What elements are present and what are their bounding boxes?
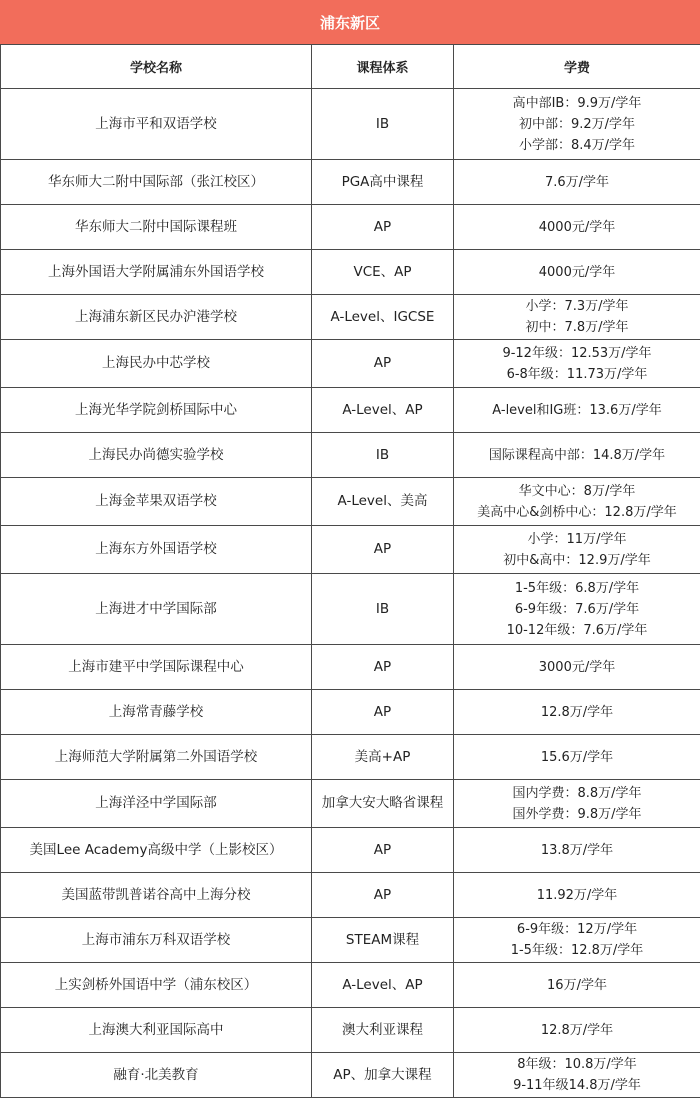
table-row	[1, 205, 700, 250]
school-name-cell: 上海常青藤学校	[1, 690, 312, 735]
curriculum-cell: AP	[312, 205, 454, 250]
fee-line: 6-8年级：11.73万/学年	[506, 366, 648, 382]
fee-line: 8年级：10.8万/学年	[517, 1057, 637, 1072]
fee-line: 小学部：8.4万/学年	[518, 137, 636, 153]
school-name-cell: 华东师大二附中国际部（张江校区）	[1, 160, 312, 205]
table-row	[1, 574, 700, 645]
fee-cell	[454, 295, 700, 340]
header-fee: 学费	[454, 45, 700, 89]
school-name-cell: 上海市浦东万科双语学校	[1, 918, 312, 963]
school-name-cell: 美国蓝带凯普诺谷高中上海分校	[1, 873, 312, 918]
district-title: 浦东新区	[0, 0, 700, 44]
school-name-cell: 上海浦东新区民办沪港学校	[1, 295, 312, 340]
school-name-cell: 上海民办尚德实验学校	[1, 433, 312, 478]
table-row	[1, 160, 700, 205]
fee-cell	[454, 160, 700, 205]
school-name-cell: 上实剑桥外国语中学（浦东校区）	[1, 963, 312, 1008]
school-name-cell: 融育·北美教育	[1, 1053, 312, 1098]
fee-line: 国内学费：8.8万/学年	[512, 785, 642, 801]
school-name-cell: 上海外国语大学附属浦东外国语学校	[1, 250, 312, 295]
fee-cell	[454, 1008, 700, 1053]
fee-line: 3000元/学年	[538, 659, 616, 675]
fee-cell	[454, 780, 700, 828]
table-row	[1, 478, 700, 526]
fee-line: 4000元/学年	[538, 219, 616, 235]
curriculum-cell: 澳大利亚课程	[312, 1008, 454, 1053]
fee-line: 13.8万/学年	[540, 842, 614, 858]
fee-line: 国际课程高中部：14.8万/学年	[488, 447, 666, 463]
school-name-cell: 上海洋泾中学国际部	[1, 780, 312, 828]
fee-line: 10-12年级：7.6万/学年	[506, 622, 648, 638]
header-school: 学校名称	[1, 45, 312, 89]
school-name-cell: 上海进才中学国际部	[1, 574, 312, 645]
fee-cell	[454, 645, 700, 690]
fee-line: 初中&高中：12.9万/学年	[503, 552, 651, 568]
fee-line: 高中部IB：9.9万/学年	[512, 95, 642, 111]
fee-line: 16万/学年	[547, 977, 607, 993]
table-row	[1, 89, 700, 160]
fee-line: 6-9年级：7.6万/学年	[514, 601, 640, 617]
school-name-cell: 上海澳大利亚国际高中	[1, 1008, 312, 1053]
fee-line: 4000元/学年	[538, 264, 616, 280]
school-name-cell: 上海师范大学附属第二外国语学校	[1, 735, 312, 780]
fee-line: 11.92万/学年	[536, 887, 618, 903]
fee-line: 9-11年级14.8万/学年	[513, 1078, 641, 1093]
fee-cell	[454, 963, 700, 1008]
fee-cell	[454, 690, 700, 735]
fee-line: 12.8万/学年	[540, 704, 614, 720]
table-row	[1, 828, 700, 873]
school-name-cell: 美国Lee Academy高级中学（上影校区）	[1, 828, 312, 873]
fee-line: 1-5年级：12.8万/学年	[510, 943, 644, 958]
curriculum-cell: AP	[312, 340, 454, 388]
curriculum-cell: A-Level、美高	[312, 478, 454, 526]
table-row	[1, 526, 700, 574]
curriculum-cell: AP	[312, 526, 454, 574]
fee-line: 初中部：9.2万/学年	[518, 116, 636, 132]
fee-cell	[454, 526, 700, 574]
table-row	[1, 1008, 700, 1053]
curriculum-cell: A-Level、AP	[312, 963, 454, 1008]
fee-line: 小学：7.3万/学年	[525, 299, 629, 314]
table-row	[1, 735, 700, 780]
school-name-cell: 华东师大二附中国际课程班	[1, 205, 312, 250]
table-row	[1, 873, 700, 918]
table-row	[1, 1053, 700, 1098]
curriculum-cell: IB	[312, 433, 454, 478]
table-row	[1, 645, 700, 690]
school-table	[0, 44, 700, 1098]
curriculum-cell: AP	[312, 690, 454, 735]
curriculum-cell: STEAM课程	[312, 918, 454, 963]
fee-line: 1-5年级：6.8万/学年	[514, 580, 640, 596]
table-row	[1, 780, 700, 828]
fee-cell	[454, 89, 700, 160]
fee-cell	[454, 388, 700, 433]
fee-line: 12.8万/学年	[540, 1022, 614, 1038]
school-name-cell: 上海金苹果双语学校	[1, 478, 312, 526]
fee-cell	[454, 1053, 700, 1098]
fee-cell	[454, 340, 700, 388]
school-name-cell: 上海市平和双语学校	[1, 89, 312, 160]
fee-line: 国外学费：9.8万/学年	[512, 806, 642, 822]
fee-line: 7.6万/学年	[544, 174, 610, 190]
fee-cell	[454, 478, 700, 526]
table-row	[1, 388, 700, 433]
fee-cell	[454, 735, 700, 780]
fee-cell	[454, 205, 700, 250]
table-row	[1, 340, 700, 388]
curriculum-cell: A-Level、AP	[312, 388, 454, 433]
header-row	[1, 45, 700, 89]
fee-line: 15.6万/学年	[540, 749, 614, 765]
school-name-cell: 上海东方外国语学校	[1, 526, 312, 574]
curriculum-cell: AP	[312, 645, 454, 690]
fee-line: 初中：7.8万/学年	[525, 320, 629, 335]
curriculum-cell: IB	[312, 574, 454, 645]
fee-cell	[454, 574, 700, 645]
table-row	[1, 690, 700, 735]
curriculum-cell: VCE、AP	[312, 250, 454, 295]
fee-line: 华文中心：8万/学年	[518, 483, 636, 499]
table-row	[1, 963, 700, 1008]
fee-cell	[454, 250, 700, 295]
fee-cell	[454, 873, 700, 918]
fee-cell	[454, 918, 700, 963]
fee-line: A-level和IG班：13.6万/学年	[492, 402, 662, 418]
curriculum-cell: 美高+AP	[312, 735, 454, 780]
curriculum-cell: AP	[312, 828, 454, 873]
table-row	[1, 918, 700, 963]
curriculum-cell: IB	[312, 89, 454, 160]
header-curriculum: 课程体系	[312, 45, 454, 89]
curriculum-cell: AP	[312, 873, 454, 918]
fee-line: 小学：11万/学年	[527, 531, 627, 547]
fee-cell	[454, 828, 700, 873]
fee-cell	[454, 433, 700, 478]
curriculum-cell: PGA高中课程	[312, 160, 454, 205]
school-name-cell: 上海市建平中学国际课程中心	[1, 645, 312, 690]
table-row	[1, 250, 700, 295]
fee-line: 6-9年级：12万/学年	[516, 922, 638, 937]
curriculum-cell: 加拿大安大略省课程	[312, 780, 454, 828]
table-row	[1, 433, 700, 478]
school-name-cell: 上海民办中芯学校	[1, 340, 312, 388]
fee-line: 9-12年级：12.53万/学年	[502, 345, 652, 361]
curriculum-cell: AP、加拿大课程	[312, 1053, 454, 1098]
curriculum-cell: A-Level、IGCSE	[312, 295, 454, 340]
school-name-cell: 上海光华学院剑桥国际中心	[1, 388, 312, 433]
fee-line: 美高中心&剑桥中心：12.8万/学年	[477, 504, 677, 520]
table-row	[1, 295, 700, 340]
